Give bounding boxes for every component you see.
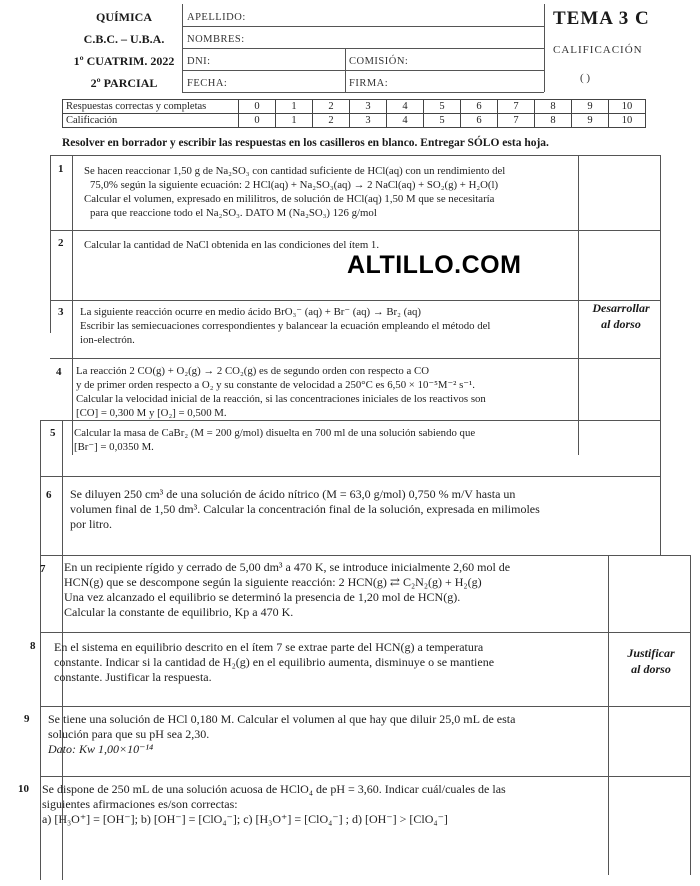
question-7-text — [64, 560, 604, 620]
score-cell[interactable]: 3 — [350, 114, 387, 128]
question-line: Se diluyen 250 cm³ de una solución de ácido nítrico (M = 63,0 g/mol) 0,750 % m/V hasta un — [70, 487, 516, 501]
question-line: constante. Justificar la respuesta. — [54, 670, 212, 684]
grid-line — [690, 555, 691, 875]
field-dni[interactable]: DNI: — [187, 56, 211, 67]
question-line: En un recipiente rígido y cerrado de 5,00 dm³ a 470 K, se introduce inicialmente 2,60 mol de — [64, 560, 511, 574]
score-row-label: Calificación — [63, 114, 239, 128]
score-cell[interactable]: 6 — [461, 114, 498, 128]
question-9-text — [48, 712, 608, 757]
question-6-text — [70, 487, 590, 532]
score-cell[interactable]: 0 — [239, 114, 276, 128]
question-line: Calcular el volumen, expresado en mililitros, de solución de HCl(aq) 1,50 M que se necesitaría — [84, 193, 495, 205]
grid-line — [50, 155, 660, 156]
calificacion-field[interactable]: ( ) — [580, 72, 591, 84]
question-line: [Br⁻] = 0,0350 M. — [74, 441, 154, 453]
question-line: Dato: Kw 1,00×10⁻¹⁴ — [48, 742, 154, 756]
question-line: constante. Indicar si la cantidad de H₂(g) en el equilibrio aumenta, disminuye o se mantiene — [54, 655, 495, 669]
header-rule — [182, 48, 544, 49]
score-cell[interactable]: 1 — [276, 114, 313, 128]
side-note-line: Justificar — [627, 646, 675, 660]
grid-line — [50, 230, 660, 231]
header-left — [64, 6, 184, 94]
score-cell[interactable]: 2 — [313, 114, 350, 128]
question-line: En el sistema en equilibrio descrito en el ítem 7 se extrae parte del HCN(g) a temperatura — [54, 640, 484, 654]
question-2-text — [84, 238, 574, 252]
question-line: y de primer orden respecto a O₂ y su constante de velocidad a 250°C es 6,50 × 10⁻⁵M⁻² s⁻¹. — [76, 379, 475, 391]
score-cell[interactable]: 4 — [387, 100, 424, 114]
score-row-correctas — [63, 100, 646, 114]
question-line: [CO] = 0,300 M y [O₂] = 0,500 M. — [76, 407, 227, 419]
header-rule — [182, 26, 544, 27]
grid-line — [40, 420, 41, 880]
question-number: 3 — [58, 306, 64, 318]
side-note-line: Desarrollar — [592, 301, 650, 315]
question-8-text — [54, 640, 604, 685]
field-comision[interactable]: COMISIÓN: — [349, 56, 409, 67]
grid-line — [608, 555, 609, 875]
score-cell[interactable]: 3 — [350, 100, 387, 114]
question-line: volumen final de 1,50 dm³. Calcular la concentración final de la solución, expresada en milimoles — [70, 502, 540, 516]
subject: QUÍMICA — [96, 10, 152, 24]
score-cell[interactable]: 7 — [498, 100, 535, 114]
score-cell[interactable]: 6 — [461, 100, 498, 114]
question-line: Escribir las semiecuaciones correspondientes y balancear la ecuación empleando el método del — [80, 320, 491, 332]
side-note-line: al dorso — [601, 317, 641, 331]
instructions: Resolver en borrador y escribir las respuestas en los casilleros en blanco. Entregar SÓLO esta hoja. — [62, 137, 549, 149]
score-table — [62, 99, 646, 128]
score-cell[interactable]: 8 — [535, 114, 572, 128]
calificacion-label: CALIFICACIÓN — [553, 44, 643, 56]
grid-line — [40, 555, 690, 556]
question-line: Se dispone de 250 mL de una solución acuosa de HClO₄ de pH = 3,60. Indicar cuál/cuales de las — [42, 782, 506, 796]
question-line: para que reaccione todo el Na₂SO₃. DATO M (Na₂SO₃) 126 g/mol — [90, 207, 377, 219]
question-line: solución para que su pH sea 2,30. — [48, 727, 210, 741]
header-rule — [182, 70, 544, 71]
question-line: Una vez alcanzado el equilibrio se determinó la presencia de 1,20 mol de HCN(g). — [64, 590, 461, 604]
tema-label: TEMA 3 C — [553, 8, 650, 29]
grid-line — [40, 420, 660, 421]
question-line: ion-electrón. — [80, 334, 135, 346]
score-row-label: Respuestas correctas y completas — [63, 100, 239, 114]
score-cell[interactable]: 10 — [609, 100, 646, 114]
field-apellido[interactable]: APELLIDO: — [187, 12, 246, 23]
field-firma[interactable]: FIRMA: — [349, 78, 389, 89]
score-cell[interactable]: 5 — [424, 114, 461, 128]
grid-line — [40, 706, 690, 707]
question-line: Calcular la constante de equilibrio, Kp a 470 K. — [64, 605, 294, 619]
question-number: 1 — [58, 163, 64, 175]
score-row-calificacion — [63, 114, 646, 128]
score-cell[interactable]: 9 — [572, 114, 609, 128]
question-number: 10 — [18, 783, 29, 795]
score-cell[interactable]: 5 — [424, 100, 461, 114]
question-line: Calcular la cantidad de NaCl obtenida en las condiciones del ítem 1. — [84, 239, 380, 251]
question-line: La reacción 2 CO(g) + O₂(g) → 2 CO₂(g) es de segundo orden con respecto a CO — [76, 365, 430, 377]
question-1-text — [84, 164, 574, 220]
grid-line — [72, 155, 73, 455]
score-cell[interactable]: 7 — [498, 114, 535, 128]
grid-line — [50, 358, 660, 359]
field-fecha[interactable]: FECHA: — [187, 78, 228, 89]
question-line: Se hacen reaccionar 1,50 g de Na₂SO₃ con cantidad suficiente de HCl(aq) con un rendimiento del — [84, 165, 506, 177]
question-5-text — [74, 426, 576, 454]
exam-title: 2º PARCIAL — [90, 76, 158, 90]
score-cell[interactable]: 0 — [239, 100, 276, 114]
question-line: a) [H₃O⁺] = [OH⁻]; b) [OH⁻] = [ClO₄⁻]; c) [H₃O⁺] = [ClO₄⁻] ; d) [OH⁻] > [ClO₄⁻] — [42, 812, 448, 826]
score-cell[interactable]: 9 — [572, 100, 609, 114]
score-cell[interactable]: 1 — [276, 100, 313, 114]
question-10-text — [42, 782, 612, 827]
grid-line — [40, 476, 660, 477]
question-line: siguientes afirmaciones es/son correctas: — [42, 797, 238, 811]
question-number: 4 — [56, 366, 62, 378]
question-number: 5 — [50, 427, 56, 439]
score-cell[interactable]: 2 — [313, 100, 350, 114]
question-3-text — [80, 305, 575, 347]
side-note-desarrollar — [582, 300, 660, 332]
question-line: La siguiente reacción ocurre en medio ácido BrO₃⁻ (aq) + Br⁻ (aq) → Br₂ (aq) — [80, 306, 421, 318]
question-line: Calcular la masa de CaBr₂ (M = 200 g/mol) disuelta en 700 ml de una solución sabiendo que — [74, 427, 476, 439]
question-number: 6 — [46, 489, 52, 501]
header-divider — [544, 4, 545, 92]
side-note-justificar — [612, 645, 690, 677]
question-line: Calcular la velocidad inicial de la reacción, si las concentraciones iniciales de los reactivos son — [76, 393, 486, 405]
question-line: 75,0% según la siguiente ecuación: 2 HCl(aq) + Na₂SO₃(aq) → 2 NaCl(aq) + SO₂(g) + H₂O(l) — [90, 179, 499, 191]
side-note-line: al dorso — [631, 662, 671, 676]
grid-line — [578, 155, 579, 455]
question-number: 2 — [58, 237, 64, 249]
grid-line — [660, 155, 661, 555]
grid-line — [50, 300, 660, 301]
question-line: Se tiene una solución de HCl 0,180 M. Calcular el volumen al que hay que diluir 25,0 mL de esta — [48, 712, 516, 726]
score-cell[interactable]: 10 — [609, 114, 646, 128]
question-number: 8 — [30, 640, 36, 652]
grid-line — [40, 632, 690, 633]
question-line: HCN(g) que se descompone según la siguiente reacción: 2 HCN(g) ⇄ C₂N₂(g) + H₂(g) — [64, 575, 482, 589]
question-line: por litro. — [70, 517, 112, 531]
term: 1º CUATRIM. 2022 — [73, 54, 175, 68]
question-number: 7 — [40, 563, 46, 575]
score-cell[interactable]: 4 — [387, 114, 424, 128]
field-nombres[interactable]: NOMBRES: — [187, 34, 245, 45]
grid-line — [40, 776, 690, 777]
question-number: 9 — [24, 713, 30, 725]
question-4-text — [76, 364, 576, 420]
institution: C.B.C. – U.B.A. — [83, 32, 165, 46]
grid-line — [50, 155, 51, 333]
watermark: ALTILLO.COM — [347, 251, 522, 279]
score-cell[interactable]: 8 — [535, 100, 572, 114]
header-rule — [182, 92, 544, 93]
